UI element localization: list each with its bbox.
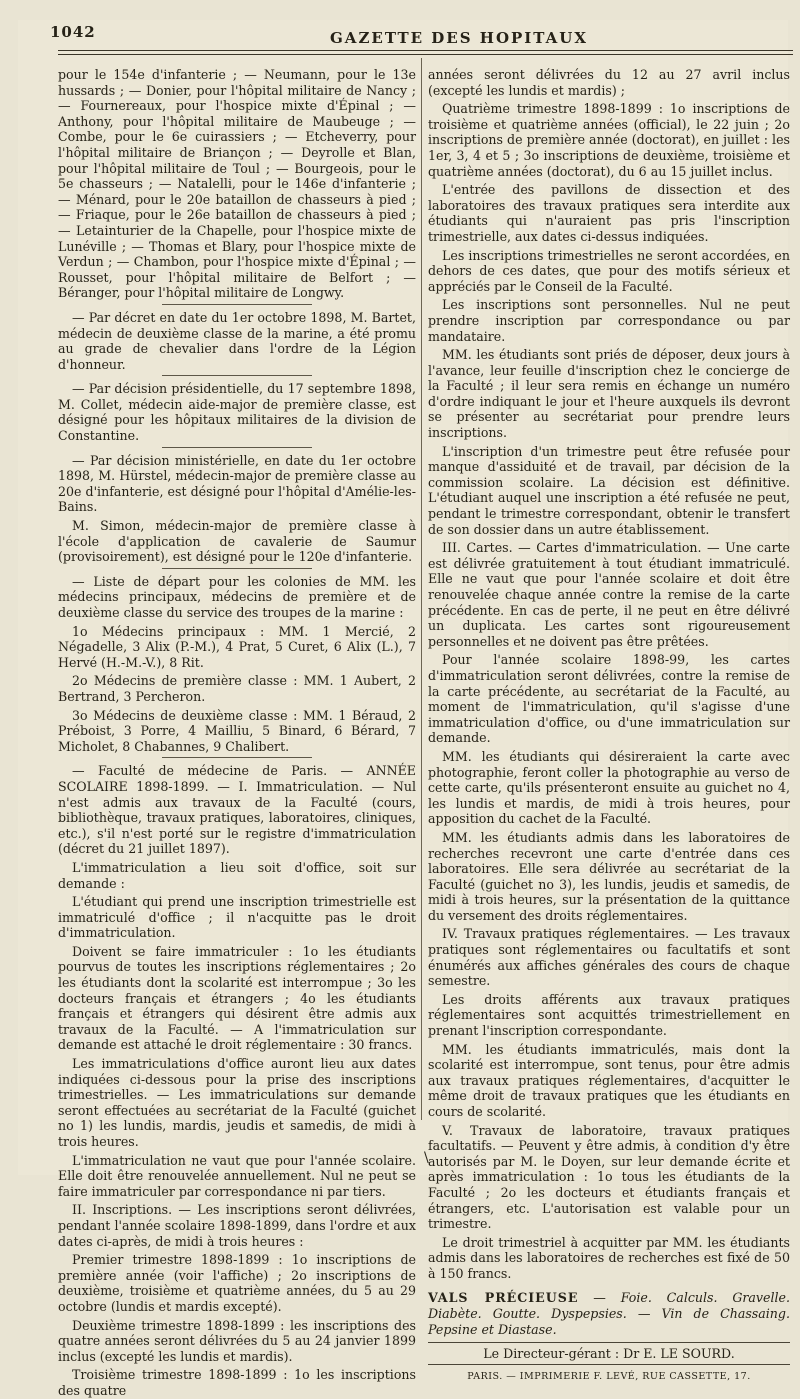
paragraph: MM. les étudiants sont priés de déposer, deux jours à l'avance, leur feuille d'inscription chez le concierge de la Faculté ; il leur sera remis en échange un numéro d'ordre indiquant le jour et l'heure auxquels ils devront se présenter au secrétariat pour prendre leurs inscriptions. bbox=[428, 347, 790, 441]
paragraph: Les inscriptions sont personnelles. Nul ne peut prendre inscription par correspondance ou par mandataire. bbox=[428, 297, 790, 344]
paragraph: III. Cartes. — Cartes d'immatriculation. — Une carte est délivrée gratuitement à tout étudiant immatriculé. Elle ne vaut que pour l'année scolaire et doit être renouvelée chaque année contre la remise de la carte précédente. En cas de perte, il ne peut en être délivré un duplicata. Les cartes sont rigoureusement personnelles et ne doivent pas être prêtées. bbox=[428, 540, 790, 649]
paragraph: L'immatriculation ne vaut que pour l'année scolaire. Elle doit être renouvelée annuellement. Nul ne peut se faire immatriculer par correspondance ni par tiers. bbox=[58, 1152, 416, 1199]
paragraph: L'étudiant qui prend une inscription trimestrielle est immatriculé d'office ; il n'acquitte pas le droit d'immatriculation. bbox=[58, 894, 416, 941]
paragraph: M. Simon, médecin-major de première classe à l'école d'application de cavalerie de Saumur (provisoirement), est désigné pour le 120e d'infanterie. bbox=[58, 518, 416, 565]
paragraph: — Par décision ministérielle, en date du 1er octobre 1898, M. Hürstel, médecin-major de première classe au 20e d'infanterie, est désigné pour l'hôpital d'Amélie-les-Bains. bbox=[58, 452, 416, 515]
paragraph: Troisième trimestre 1898-1899 : 1o les inscriptions des quatre bbox=[58, 1367, 416, 1398]
director-line: Le Directeur-gérant : Dr E. LE SOURD. bbox=[428, 1342, 790, 1362]
separator bbox=[162, 304, 312, 305]
paragraph: années seront délivrées du 12 au 27 avril inclus (excepté les lundis et mardis) ; bbox=[428, 67, 790, 98]
left-column bbox=[58, 67, 416, 1398]
paragraph: Pour l'année scolaire 1898-99, les cartes d'immatriculation seront délivrées, contre la remise de la carte précédente, au secrétariat de la Faculté, au moment de l'immatriculation, qu'il s'agisse d'une immatriculation d'office, ou d'une immatriculation sur demande. bbox=[428, 652, 790, 746]
paragraph: 3o Médecins de deuxième classe : MM. 1 Béraud, 2 Préboist, 3 Porre, 4 Mailliu, 5 Binard, 6 Bérard, 7 Micholet, 8 Chabannes, 9 Chalibert. bbox=[58, 707, 416, 754]
paragraph: Quatrième trimestre 1898-1899 : 1o inscriptions de troisième et quatrième années (official), le 22 juin ; 2o inscriptions de première année (doctorat), en juillet : les 1er, 3, 4 et 5 ; 3o inscriptions de deuxième, troisième et quatrième années (doctorat), du 6 au 15 juillet inclus. bbox=[428, 101, 790, 179]
right-column bbox=[428, 67, 790, 1383]
separator bbox=[162, 568, 312, 569]
separator bbox=[162, 757, 312, 758]
paragraph: MM. les étudiants admis dans les laboratoires de recherches recevront une carte d'entrée dans ces laboratoires. Elle sera délivrée au secrétariat de la Faculté (guichet no 3), les lundis, jeudis et samedis, de midi à trois heures, sur la présentation de la quittance du versement des droits réglementaires. bbox=[428, 829, 790, 923]
header-rule-top bbox=[58, 50, 793, 51]
paragraph: Premier trimestre 1898-1899 : 1o inscriptions de première année (voir l'affiche) ; 2o inscriptions de deuxième, troisième et quatrième années, du 5 au 29 octobre (lundis et mardis excepté). bbox=[58, 1252, 416, 1314]
paragraph: V. Travaux de laboratoire, travaux pratiques facultatifs. — Peuvent y être admis, à condition d'y être autorisés par M. le Doyen, sur leur demande écrite et après immatriculation : 1o tous les étudiants de la Faculté ; 2o les docteurs et étudiants français et étrangers, etc. L'autorisation est valable pour un trimestre. bbox=[428, 1122, 790, 1232]
paragraph: pour le 154e d'infanterie ; — Neumann, pour le 13e hussards ; — Donier, pour l'hôpital militaire de Nancy ; — Fournereaux, pour l'hospice mixte d'Épinal ; — Anthony, pour l'hôpital militaire de Maubeuge ; — Combe, pour le 6e cuirassiers ; — Etcheverry, pour l'hôpital militaire de Briançon ; — Deyrolle et Blan, pour l'hôpital militaire de Toul ; — Bourgeois, pour le 5e chasseurs ; — Natalelli, pour le 146e d'infanterie ; — Ménard, pour le 20e bataillon de chasseurs à pied ; — Friaque, pour le 26e bataillon de chasseurs à pied ; — Letainturier de la Chapelle, pour l'hospice mixte de Lunéville ; — Thomas et Blary, pour l'hospice mixte de Verdun ; — Chambon, pour l'hospice mixte d'Épinal ; — Rousset, pour l'hôpital militaire de Belfort ; — Béranger, pour l'hôpital militaire de Longwy. bbox=[58, 67, 416, 301]
paragraph: Deuxième trimestre 1898-1899 : les inscriptions des quatre années seront délivrées du 5 au 24 janvier 1899 inclus (excepté les lundis et mardis). bbox=[58, 1317, 416, 1364]
paragraph: MM. les étudiants qui désireraient la carte avec photographie, feront coller la photographie au verso de cette carte, qu'ils présenteront ensuite au guichet no 4, les lundis et mardis, de midi à trois heures, pour apposition du cachet de la Faculté. bbox=[428, 748, 790, 827]
paragraph: L'entrée des pavillons de dissection et des laboratoires des travaux pratiques sera interdite aux étudiants qui n'auraient pas pris l'inscription trimestrielle, aux dates ci-dessus indiquées. bbox=[428, 182, 790, 244]
paragraph: 1o Médecins principaux : MM. 1 Mercié, 2 Négadelle, 3 Alix (P.-M.), 4 Prat, 5 Curet, 6 Alix (L.), 7 Hervé (H.-M.-V.), 8 Rit. bbox=[58, 623, 416, 670]
paragraph: Les immatriculations d'office auront lieu aux dates indiquées ci-dessous pour la prise des inscriptions trimestrielles. — Les immatriculations sur demande seront effectuées au secrétariat de la Faculté (guichet no 1) les lundis, mardis, jeudis et samedis, de midi à trois heures. bbox=[58, 1056, 416, 1149]
separator bbox=[162, 375, 312, 376]
paragraph: MM. les étudiants immatriculés, mais dont la scolarité est interrompue, sont tenus, pour être admis aux travaux pratiques réglementaires, d'acquitter le même droit de travaux pratiques que les étudiants en cours de scolarité. bbox=[428, 1041, 790, 1119]
advertisement bbox=[428, 1290, 790, 1338]
advert-text: — Foie. Calculs. Gravelle. Diabète. Goutte. Dyspepsies. — Vin de Chassaing. Pepsine et Diastase. bbox=[428, 1289, 790, 1337]
paragraph: Les inscriptions trimestrielles ne seront accordées, en dehors de ces dates, que pour des motifs sérieux et appréciés par le Conseil de la Faculté. bbox=[428, 247, 790, 294]
paragraph: — Par décret en date du 1er octobre 1898, M. Bartet, médecin de deuxième classe de la marine, a été promu au grade de chevalier dans l'ordre de la Légion d'honneur. bbox=[58, 309, 416, 372]
printer-imprint: PARIS. — IMPRIMERIE F. LEVÉ, RUE CASSETTE, 17. bbox=[428, 1364, 790, 1385]
journal-title: GAZETTE DES HOPITAUX bbox=[330, 29, 589, 47]
separator bbox=[162, 447, 312, 448]
paragraph: Les droits afférents aux travaux pratiques réglementaires sont acquittés trimestriellement en prenant l'inscription correspondante. bbox=[428, 991, 790, 1039]
column-divider bbox=[421, 58, 422, 1120]
paragraph: L'inscription d'un trimestre peut être refusée pour manque d'assiduité et de travail, par décision de la commission scolaire. La décision est définitive. L'étudiant auquel une inscription a été refusée ne peut, pendant le trimestre correspondant, obtenir le transfert de son dossier dans un autre établissement. bbox=[428, 443, 790, 537]
page-number: 1042 bbox=[50, 23, 96, 41]
paragraph: — Par décision présidentielle, du 17 septembre 1898, M. Collet, médecin aide-major de première classe, est désigné pour les hôpitaux militaires de la division de Constantine. bbox=[58, 381, 416, 444]
header-rule-bottom bbox=[58, 54, 793, 55]
paragraph: — Liste de départ pour les colonies de MM. les médecins principaux, médecins de première et de deuxième classe du service des troupes de la marine : bbox=[58, 573, 416, 620]
paragraph: IV. Travaux pratiques réglementaires. — Les travaux pratiques sont réglementaires ou facultatifs et sont énumérés aux affiches générales des cours de chaque semestre. bbox=[428, 926, 790, 989]
paragraph: L'immatriculation a lieu soit d'office, soit sur demande : bbox=[58, 859, 416, 891]
advert-brand: VALS PRÉCIEUSE bbox=[428, 1289, 579, 1305]
paragraph: Le droit trimestriel à acquitter par MM. les étudiants admis dans les laboratoires de recherches est fixé de 50 à 150 francs. bbox=[428, 1234, 790, 1281]
paragraph: Doivent se faire immatriculer : 1o les étudiants pourvus de toutes les inscriptions réglementaires ; 2o les étudiants dont la scolarité est interrompue ; 3o les docteurs français et étrangers ; 4o les étudiants français et étrangers qui désirent être admis aux travaux de la Faculté. — A l'immatriculation sur demande est attaché le droit réglementaire : 30 francs. bbox=[58, 943, 416, 1053]
paragraph: — Faculté de médecine de Paris. — ANNÉE SCOLAIRE 1898-1899. — I. Immatriculation. — Nul n'est admis aux travaux de la Faculté (cours, bibliothèque, travaux pratiques, laboratoires, cliniques, etc.), s'il n'est porté sur le registre d'immatriculation (décret du 21 juillet 1897). bbox=[58, 763, 416, 857]
paragraph: II. Inscriptions. — Les inscriptions seront délivrées, pendant l'année scolaire 1898-1899, dans l'ordre et aux dates ci-après, de midi à trois heures : bbox=[58, 1202, 416, 1249]
print-mark: \ bbox=[424, 1150, 429, 1166]
paragraph: 2o Médecins de première classe : MM. 1 Aubert, 2 Bertrand, 3 Percheron. bbox=[58, 673, 416, 704]
